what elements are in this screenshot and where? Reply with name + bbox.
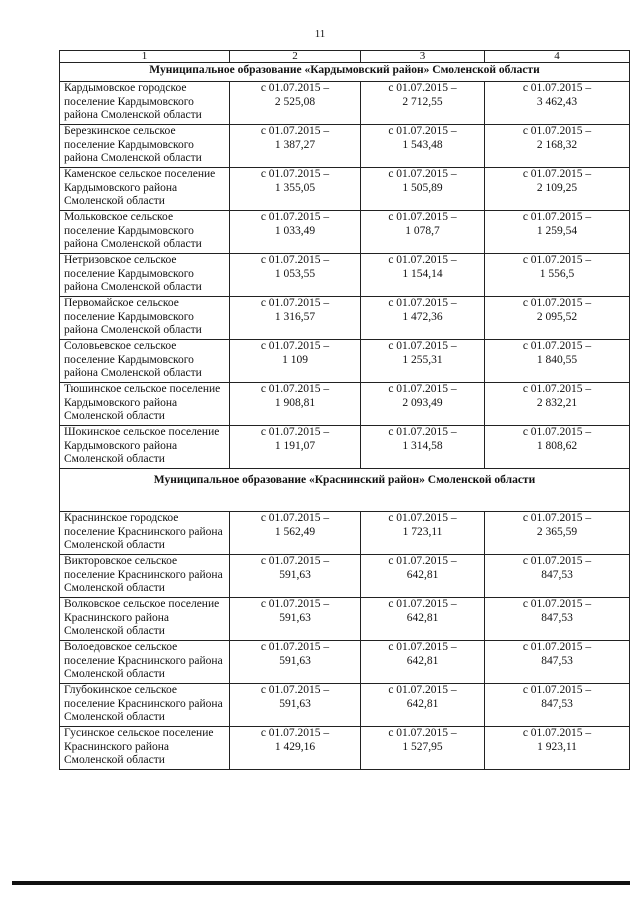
tariff-cell-c3 — [361, 254, 485, 297]
effective-date: с 01.07.2015 – — [522, 297, 592, 309]
effective-date: с 01.07.2015 – — [388, 555, 457, 567]
tariff-value: 847,53 — [541, 568, 573, 581]
tariff-value: 642,81 — [406, 654, 439, 667]
effective-date: с 01.07.2015 – — [388, 211, 457, 223]
tariff-cell-c3 — [361, 426, 485, 469]
tariff-value: 1 908,81 — [274, 396, 316, 409]
effective-date: с 01.07.2015 – — [260, 598, 330, 610]
effective-date: с 01.07.2015 – — [522, 727, 592, 739]
tariff-cell-c4 — [485, 383, 630, 426]
effective-date: с 01.07.2015 – — [388, 383, 457, 395]
settlement-name: Глубокинское сельское поселение Краснинского района Смоленской области — [60, 684, 230, 727]
tariff-value: 1 472,36 — [402, 310, 443, 323]
tariff-value: 1 109 — [282, 353, 308, 366]
tariff-value: 1 255,31 — [402, 353, 443, 366]
settlement-name: Гусинское сельское поселение Краснинского района Смоленской области — [60, 727, 230, 770]
effective-date: с 01.07.2015 – — [388, 727, 457, 739]
tariff-cell-c3 — [361, 82, 485, 125]
tariff-value: 591,63 — [279, 697, 311, 710]
tariff-cell-c4 — [485, 426, 630, 469]
effective-date: с 01.07.2015 – — [522, 168, 592, 180]
tariff-value: 1 355,05 — [274, 181, 316, 194]
settlement-name: Мольковское сельское поселение Кардымовского района Смоленской области — [60, 211, 230, 254]
tariff-cell-c4 — [485, 684, 630, 727]
tariff-cell-c2 — [230, 512, 361, 555]
table-row — [60, 211, 630, 254]
tariff-cell-c3 — [361, 211, 485, 254]
effective-date: с 01.07.2015 – — [522, 426, 592, 438]
column-number: 4 — [485, 51, 630, 63]
effective-date: с 01.07.2015 – — [260, 297, 330, 309]
tariff-value: 1 429,16 — [274, 740, 316, 753]
tariff-value: 1 316,57 — [274, 310, 316, 323]
tariff-cell-c3 — [361, 340, 485, 383]
settlement-name: Шокинское сельское поселение Кардымовского района Смоленской области — [60, 426, 230, 469]
tariff-cell-c2 — [230, 340, 361, 383]
tariff-cell-c2 — [230, 598, 361, 641]
tariff-cell-c2 — [230, 82, 361, 125]
effective-date: с 01.07.2015 – — [388, 641, 457, 653]
tariff-cell-c2 — [230, 684, 361, 727]
settlement-name: Викторовское сельское поселение Краснинского района Смоленской области — [60, 555, 230, 598]
tariff-value: 591,63 — [279, 568, 311, 581]
effective-date: с 01.07.2015 – — [260, 512, 330, 524]
section-header-row — [60, 469, 630, 512]
tariff-cell-c4 — [485, 254, 630, 297]
effective-date: с 01.07.2015 – — [388, 426, 457, 438]
effective-date: с 01.07.2015 – — [260, 641, 330, 653]
effective-date: с 01.07.2015 – — [260, 340, 330, 352]
tariff-cell-c4 — [485, 125, 630, 168]
tariff-cell-c2 — [230, 727, 361, 770]
tariff-cell-c2 — [230, 168, 361, 211]
tariff-value: 847,53 — [541, 654, 573, 667]
tariff-value: 591,63 — [279, 654, 311, 667]
tariff-cell-c2 — [230, 383, 361, 426]
settlement-name: Первомайское сельское поселение Кардымовского района Смоленской области — [60, 297, 230, 340]
table-row — [60, 297, 630, 340]
bottom-rule — [12, 881, 630, 885]
tariff-value: 2 712,55 — [402, 95, 443, 108]
effective-date: с 01.07.2015 – — [260, 82, 330, 94]
tariff-cell-c2 — [230, 555, 361, 598]
section-title: Муниципальное образование «Кардымовский район» Смоленской области — [60, 63, 630, 82]
effective-date: с 01.07.2015 – — [388, 340, 457, 352]
effective-date: с 01.07.2015 – — [388, 598, 457, 610]
settlement-name: Каменское сельское поселение Кардымовского района Смоленской области — [60, 168, 230, 211]
table-body — [60, 63, 630, 770]
section-title: Муниципальное образование «Краснинский район» Смоленской области — [60, 469, 630, 512]
settlement-name: Березкинское сельское поселение Кардымовского района Смоленской области — [60, 125, 230, 168]
table-row — [60, 598, 630, 641]
effective-date: с 01.07.2015 – — [260, 727, 330, 739]
tariff-cell-c4 — [485, 555, 630, 598]
section-header-row — [60, 63, 630, 82]
tariff-value: 1 562,49 — [274, 525, 316, 538]
tariff-value: 1 723,11 — [402, 525, 443, 538]
effective-date: с 01.07.2015 – — [522, 254, 592, 266]
effective-date: с 01.07.2015 – — [522, 340, 592, 352]
tariff-value: 2 168,32 — [536, 138, 578, 151]
tariff-value: 1 556,5 — [539, 267, 575, 280]
tariff-value: 2 093,49 — [402, 396, 443, 409]
tariff-value: 2 109,25 — [536, 181, 578, 194]
tariff-value: 1 259,54 — [536, 224, 578, 237]
effective-date: с 01.07.2015 – — [522, 512, 592, 524]
settlement-name: Соловьевское сельское поселение Кардымовского района Смоленской области — [60, 340, 230, 383]
tariff-value: 1 078,7 — [405, 224, 440, 237]
tariff-cell-c2 — [230, 426, 361, 469]
tariff-cell-c4 — [485, 340, 630, 383]
tariff-cell-c3 — [361, 383, 485, 426]
effective-date: с 01.07.2015 – — [522, 641, 592, 653]
tariff-value: 642,81 — [406, 568, 439, 581]
table-row — [60, 426, 630, 469]
tariff-value: 1 840,55 — [536, 353, 578, 366]
tariff-value: 2 525,08 — [274, 95, 316, 108]
effective-date: с 01.07.2015 – — [388, 82, 457, 94]
table-row — [60, 727, 630, 770]
effective-date: с 01.07.2015 – — [388, 684, 457, 696]
effective-date: с 01.07.2015 – — [388, 297, 457, 309]
table-row — [60, 82, 630, 125]
tariff-value: 1 808,62 — [536, 439, 578, 452]
tariff-cell-c4 — [485, 598, 630, 641]
settlement-name: Нетризовское сельское поселение Кардымовского района Смоленской области — [60, 254, 230, 297]
settlement-name: Волоедовское сельское поселение Краснинского района Смоленской области — [60, 641, 230, 684]
effective-date: с 01.07.2015 – — [260, 555, 330, 567]
tariff-value: 642,81 — [406, 697, 439, 710]
tariff-cell-c3 — [361, 598, 485, 641]
settlement-name: Кардымовское городское поселение Кардымовского района Смоленской области — [60, 82, 230, 125]
tariff-value: 1 505,89 — [402, 181, 443, 194]
effective-date: с 01.07.2015 – — [522, 555, 592, 567]
tariff-value: 1 543,48 — [402, 138, 443, 151]
effective-date: с 01.07.2015 – — [260, 254, 330, 266]
table-row — [60, 168, 630, 211]
effective-date: с 01.07.2015 – — [522, 211, 592, 223]
tariff-cell-c4 — [485, 727, 630, 770]
tariff-cell-c2 — [230, 125, 361, 168]
tariff-value: 1 387,27 — [274, 138, 316, 151]
effective-date: с 01.07.2015 – — [522, 598, 592, 610]
settlement-name: Краснинское городское поселение Краснинского района Смоленской области — [60, 512, 230, 555]
effective-date: с 01.07.2015 – — [388, 254, 457, 266]
table-row — [60, 684, 630, 727]
tariff-cell-c3 — [361, 555, 485, 598]
tariff-cell-c3 — [361, 512, 485, 555]
tariff-value: 2 832,21 — [536, 396, 578, 409]
tariff-value: 2 365,59 — [536, 525, 578, 538]
tariff-cell-c3 — [361, 125, 485, 168]
table-row — [60, 254, 630, 297]
tariff-cell-c4 — [485, 512, 630, 555]
tariff-cell-c3 — [361, 297, 485, 340]
tariff-value: 1 191,07 — [274, 439, 316, 452]
effective-date: с 01.07.2015 – — [260, 168, 330, 180]
tariff-table — [59, 50, 630, 770]
tariff-cell-c4 — [485, 641, 630, 684]
effective-date: с 01.07.2015 – — [522, 125, 592, 137]
effective-date: с 01.07.2015 – — [260, 684, 330, 696]
effective-date: с 01.07.2015 – — [388, 168, 457, 180]
effective-date: с 01.07.2015 – — [522, 684, 592, 696]
tariff-value: 1 314,58 — [402, 439, 443, 452]
table-row — [60, 125, 630, 168]
tariff-value: 1 527,95 — [402, 740, 443, 753]
tariff-cell-c4 — [485, 211, 630, 254]
tariff-cell-c3 — [361, 684, 485, 727]
table-row — [60, 641, 630, 684]
tariff-cell-c3 — [361, 168, 485, 211]
tariff-cell-c3 — [361, 641, 485, 684]
tariff-cell-c4 — [485, 297, 630, 340]
tariff-cell-c4 — [485, 82, 630, 125]
effective-date: с 01.07.2015 – — [522, 383, 592, 395]
tariff-cell-c2 — [230, 641, 361, 684]
tariff-value: 1 053,55 — [274, 267, 316, 280]
table-row — [60, 512, 630, 555]
settlement-name: Тюшинское сельское поселение Кардымовского района Смоленской области — [60, 383, 230, 426]
table-row — [60, 383, 630, 426]
tariff-value: 1 033,49 — [274, 224, 316, 237]
tariff-cell-c2 — [230, 254, 361, 297]
column-number: 3 — [361, 51, 485, 63]
page-number: 11 — [314, 28, 326, 40]
tariff-value: 591,63 — [279, 611, 311, 624]
effective-date: с 01.07.2015 – — [260, 426, 330, 438]
column-number: 2 — [230, 51, 361, 63]
tariff-value: 3 462,43 — [536, 95, 578, 108]
effective-date: с 01.07.2015 – — [260, 125, 330, 137]
settlement-name: Волковское сельское поселение Краснинского района Смоленской области — [60, 598, 230, 641]
table-row — [60, 555, 630, 598]
effective-date: с 01.07.2015 – — [522, 82, 592, 94]
table-row — [60, 340, 630, 383]
tariff-cell-c2 — [230, 297, 361, 340]
tariff-value: 642,81 — [406, 611, 439, 624]
tariff-value: 847,53 — [541, 611, 573, 624]
tariff-cell-c2 — [230, 211, 361, 254]
tariff-cell-c3 — [361, 727, 485, 770]
tariff-cell-c4 — [485, 168, 630, 211]
tariff-value: 2 095,52 — [536, 310, 578, 323]
tariff-value: 1 923,11 — [537, 740, 577, 753]
effective-date: с 01.07.2015 – — [388, 125, 457, 137]
effective-date: с 01.07.2015 – — [260, 383, 330, 395]
column-number-row — [60, 51, 630, 63]
effective-date: с 01.07.2015 – — [260, 211, 330, 223]
tariff-value: 1 154,14 — [402, 267, 443, 280]
effective-date: с 01.07.2015 – — [388, 512, 457, 524]
tariff-value: 847,53 — [541, 697, 573, 710]
column-number: 1 — [60, 51, 230, 63]
